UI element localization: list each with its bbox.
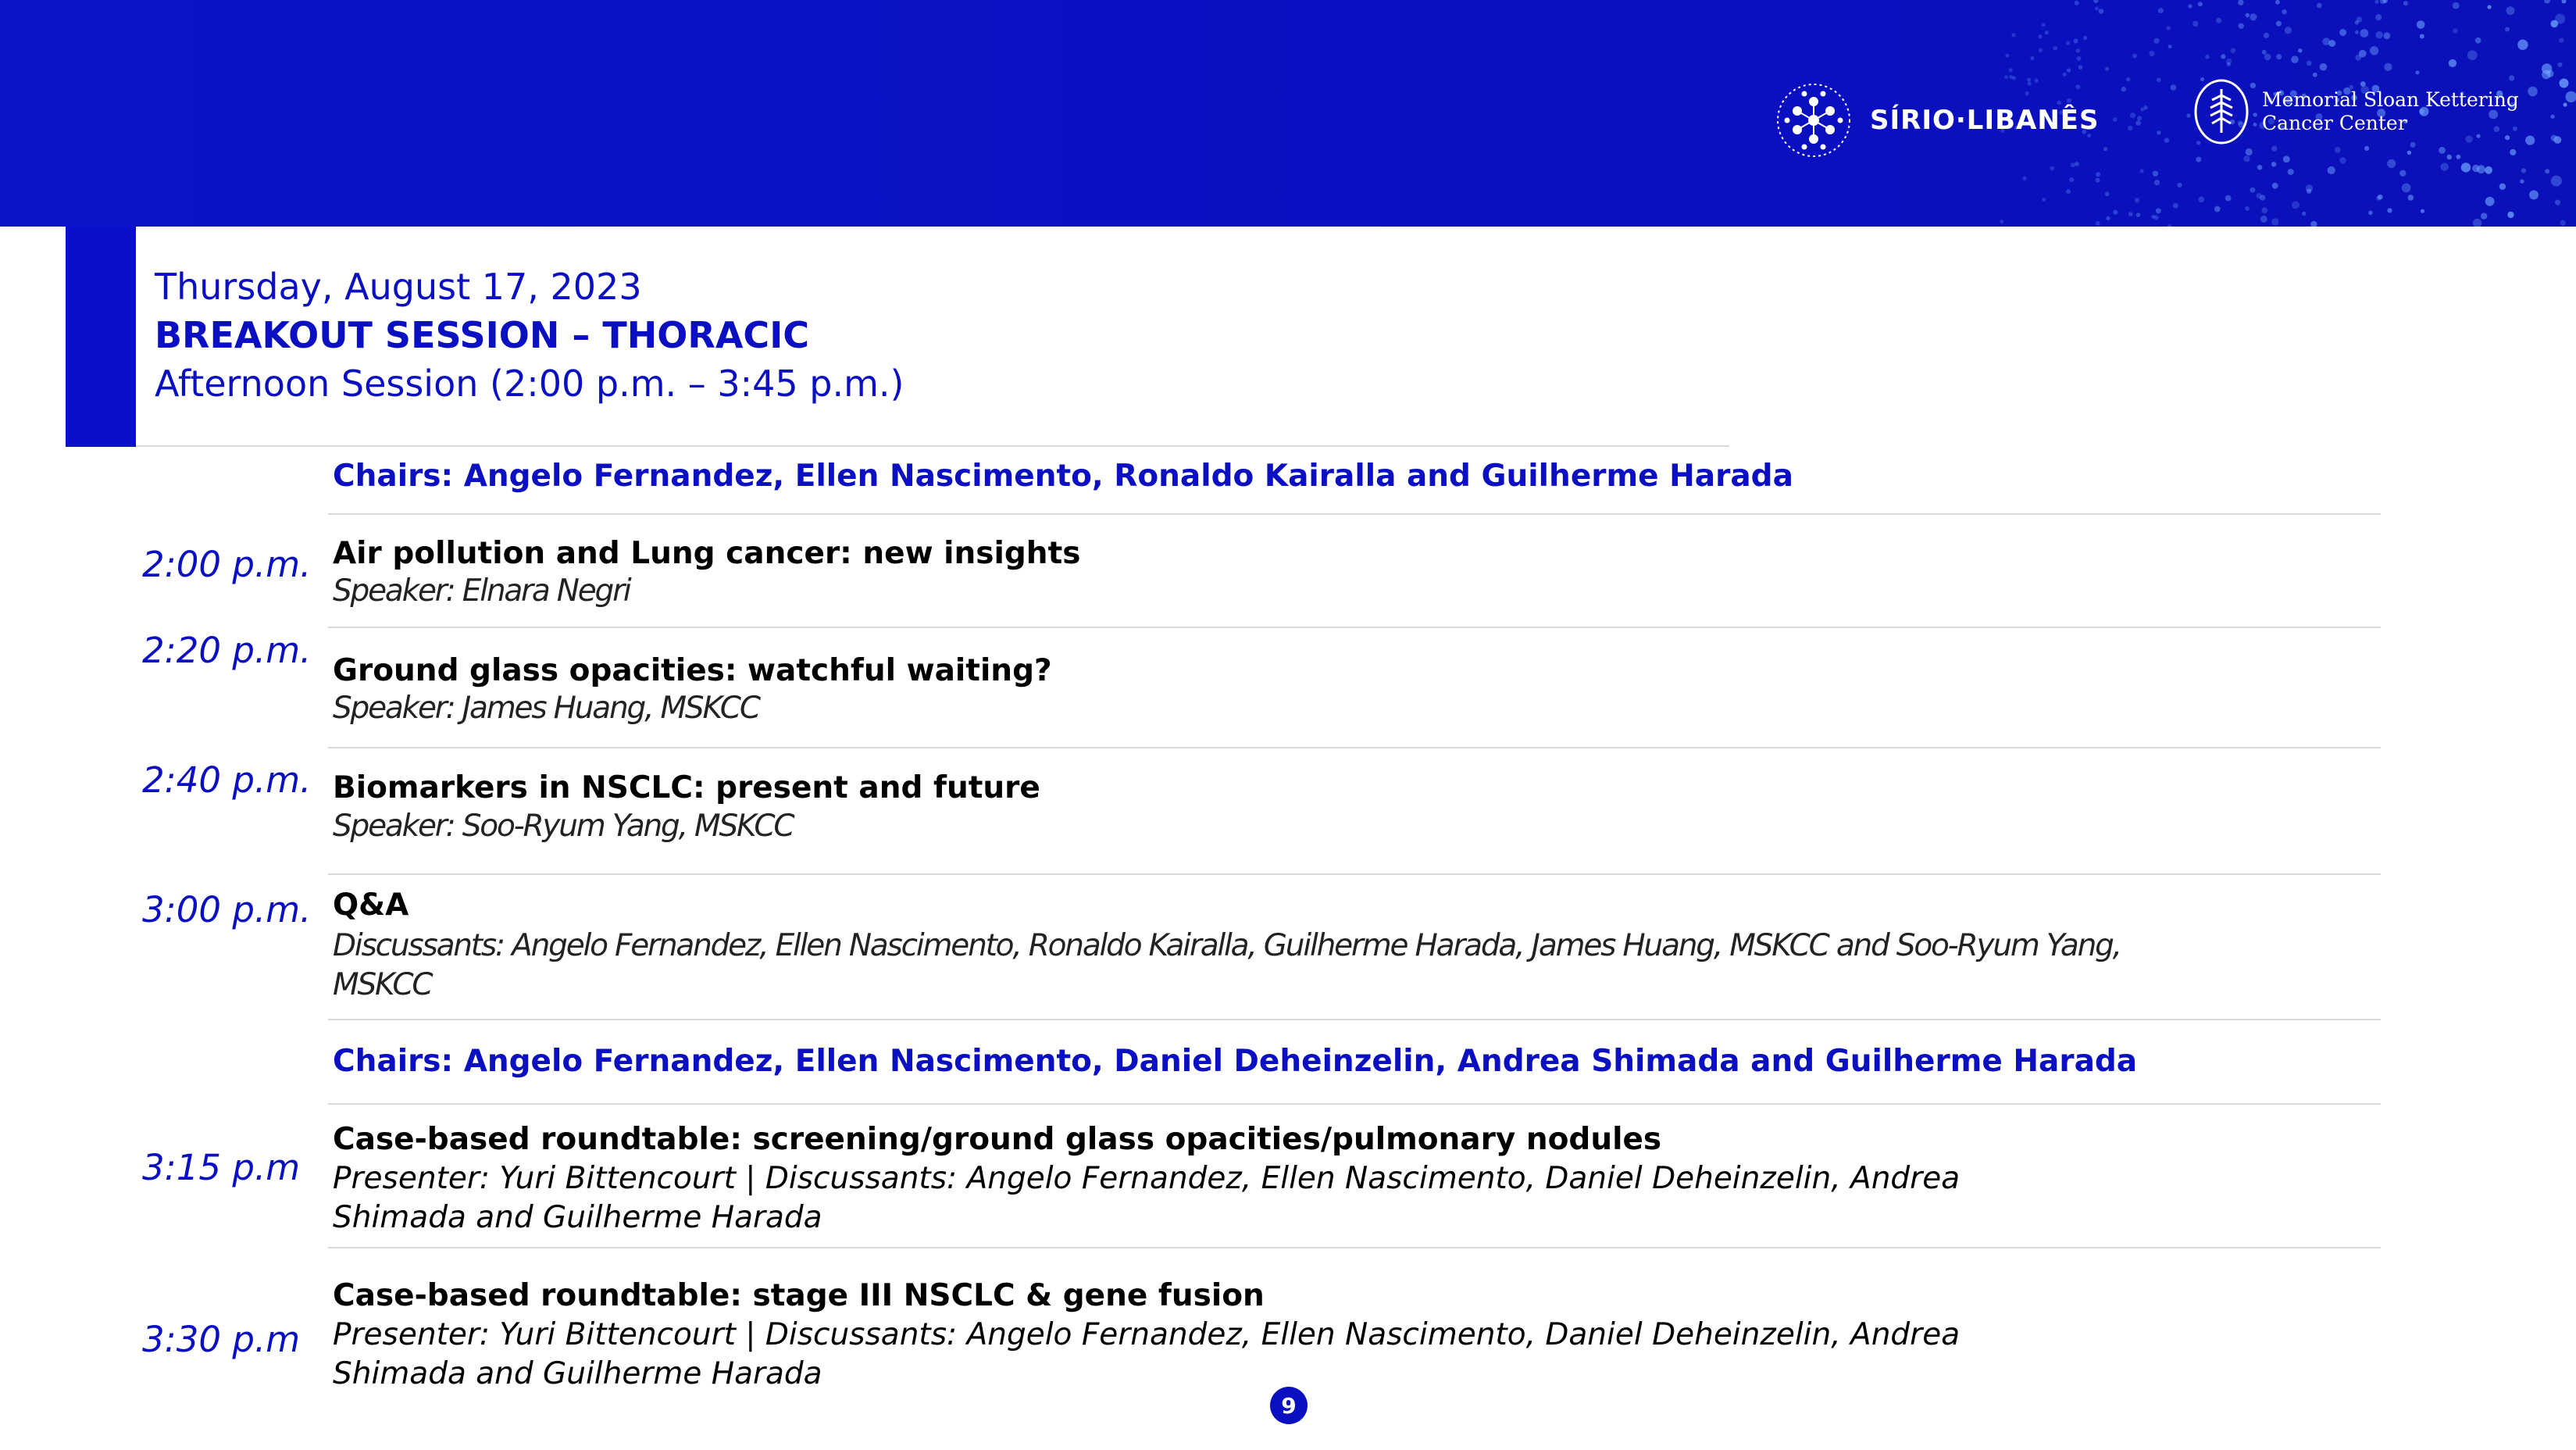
mskcc-wordmark	[2262, 88, 2519, 135]
agenda-time: 3:30 p.m	[142, 1319, 301, 1360]
agenda-presenter-line-1: Presenter: Yuri Bittencourt | Discussants: Angelo Fernandez, Ellen Nascimento, Daniel Deheinzelin, Andrea	[333, 1317, 1961, 1352]
agenda-title: Q&A	[333, 888, 409, 923]
mskcc-name-line-2: Cancer Center	[2262, 112, 2407, 134]
agenda-discussants-line-2: MSKCC	[333, 967, 432, 1002]
sirio-libanes-wordmark: SÍRIO·LIBANÊS	[1870, 105, 2100, 136]
divider	[328, 513, 2381, 515]
divider	[136, 445, 1729, 447]
agenda-time: 2:00 p.m.	[142, 544, 312, 585]
agenda-presenter-line-2: Shimada and Guilherme Harada	[333, 1356, 822, 1391]
title-accent-bar	[66, 227, 136, 447]
agenda-title: Case-based roundtable: stage III NSCLC & gene fusion	[333, 1278, 1265, 1313]
session-title: BREAKOUT SESSION – THORACIC	[155, 314, 810, 356]
session-time-range: Afternoon Session (2:00 p.m. – 3:45 p.m.)	[155, 362, 904, 405]
agenda-time: 2:20 p.m.	[142, 630, 312, 671]
agenda-time: 3:00 p.m.	[142, 889, 312, 930]
agenda-presenter-line-2: Shimada and Guilherme Harada	[333, 1200, 822, 1235]
session-title-block	[155, 262, 904, 408]
chairs-block-1: Chairs: Angelo Fernandez, Ellen Nascimento, Ronaldo Kairalla and Guilherme Harada	[333, 459, 1793, 494]
decorative-dots	[0, 0, 2576, 227]
header-banner	[0, 0, 2576, 227]
agenda-speaker: Speaker: James Huang, MSKCC	[333, 691, 759, 726]
agenda-title: Ground glass opacities: watchful waiting?	[333, 653, 1052, 688]
divider	[328, 627, 2381, 628]
agenda-speaker: Speaker: Soo-Ryum Yang, MSKCC	[333, 809, 794, 844]
page-number: 9	[1270, 1387, 1308, 1424]
agenda-title: Biomarkers in NSCLC: present and future	[333, 770, 1040, 805]
sirio-libanes-logo	[1775, 81, 2100, 159]
agenda-title: Air pollution and Lung cancer: new insights	[333, 536, 1081, 571]
divider	[328, 1247, 2381, 1248]
agenda-presenter-line-1: Presenter: Yuri Bittencourt | Discussants: Angelo Fernandez, Ellen Nascimento, Daniel Deheinzelin, Andrea	[333, 1161, 1961, 1196]
divider	[328, 1019, 2381, 1020]
divider	[328, 873, 2381, 875]
divider	[328, 1103, 2381, 1105]
agenda-time: 3:15 p.m	[142, 1147, 301, 1188]
mskcc-logo-icon	[2193, 78, 2250, 145]
chairs-block-2: Chairs: Angelo Fernandez, Ellen Nascimento, Daniel Deheinzelin, Andrea Shimada and Guilherme Harada	[333, 1044, 2138, 1079]
agenda-discussants-line-1: Discussants: Angelo Fernandez, Ellen Nascimento, Ronaldo Kairalla, Guilherme Harada, James Huang, MSKCC and Soo-Ryum Yang,	[333, 928, 2121, 963]
mskcc-name-line-1: Memorial Sloan Kettering	[2262, 88, 2519, 111]
sirio-libanes-logo-icon	[1775, 81, 1853, 159]
agenda-time: 2:40 p.m.	[142, 759, 312, 801]
mskcc-logo	[2193, 78, 2519, 145]
agenda-speaker: Speaker: Elnara Negri	[333, 573, 630, 609]
session-date: Thursday, August 17, 2023	[155, 266, 642, 308]
agenda-title: Case-based roundtable: screening/ground glass opacities/pulmonary nodules	[333, 1122, 1662, 1157]
divider	[328, 747, 2381, 748]
